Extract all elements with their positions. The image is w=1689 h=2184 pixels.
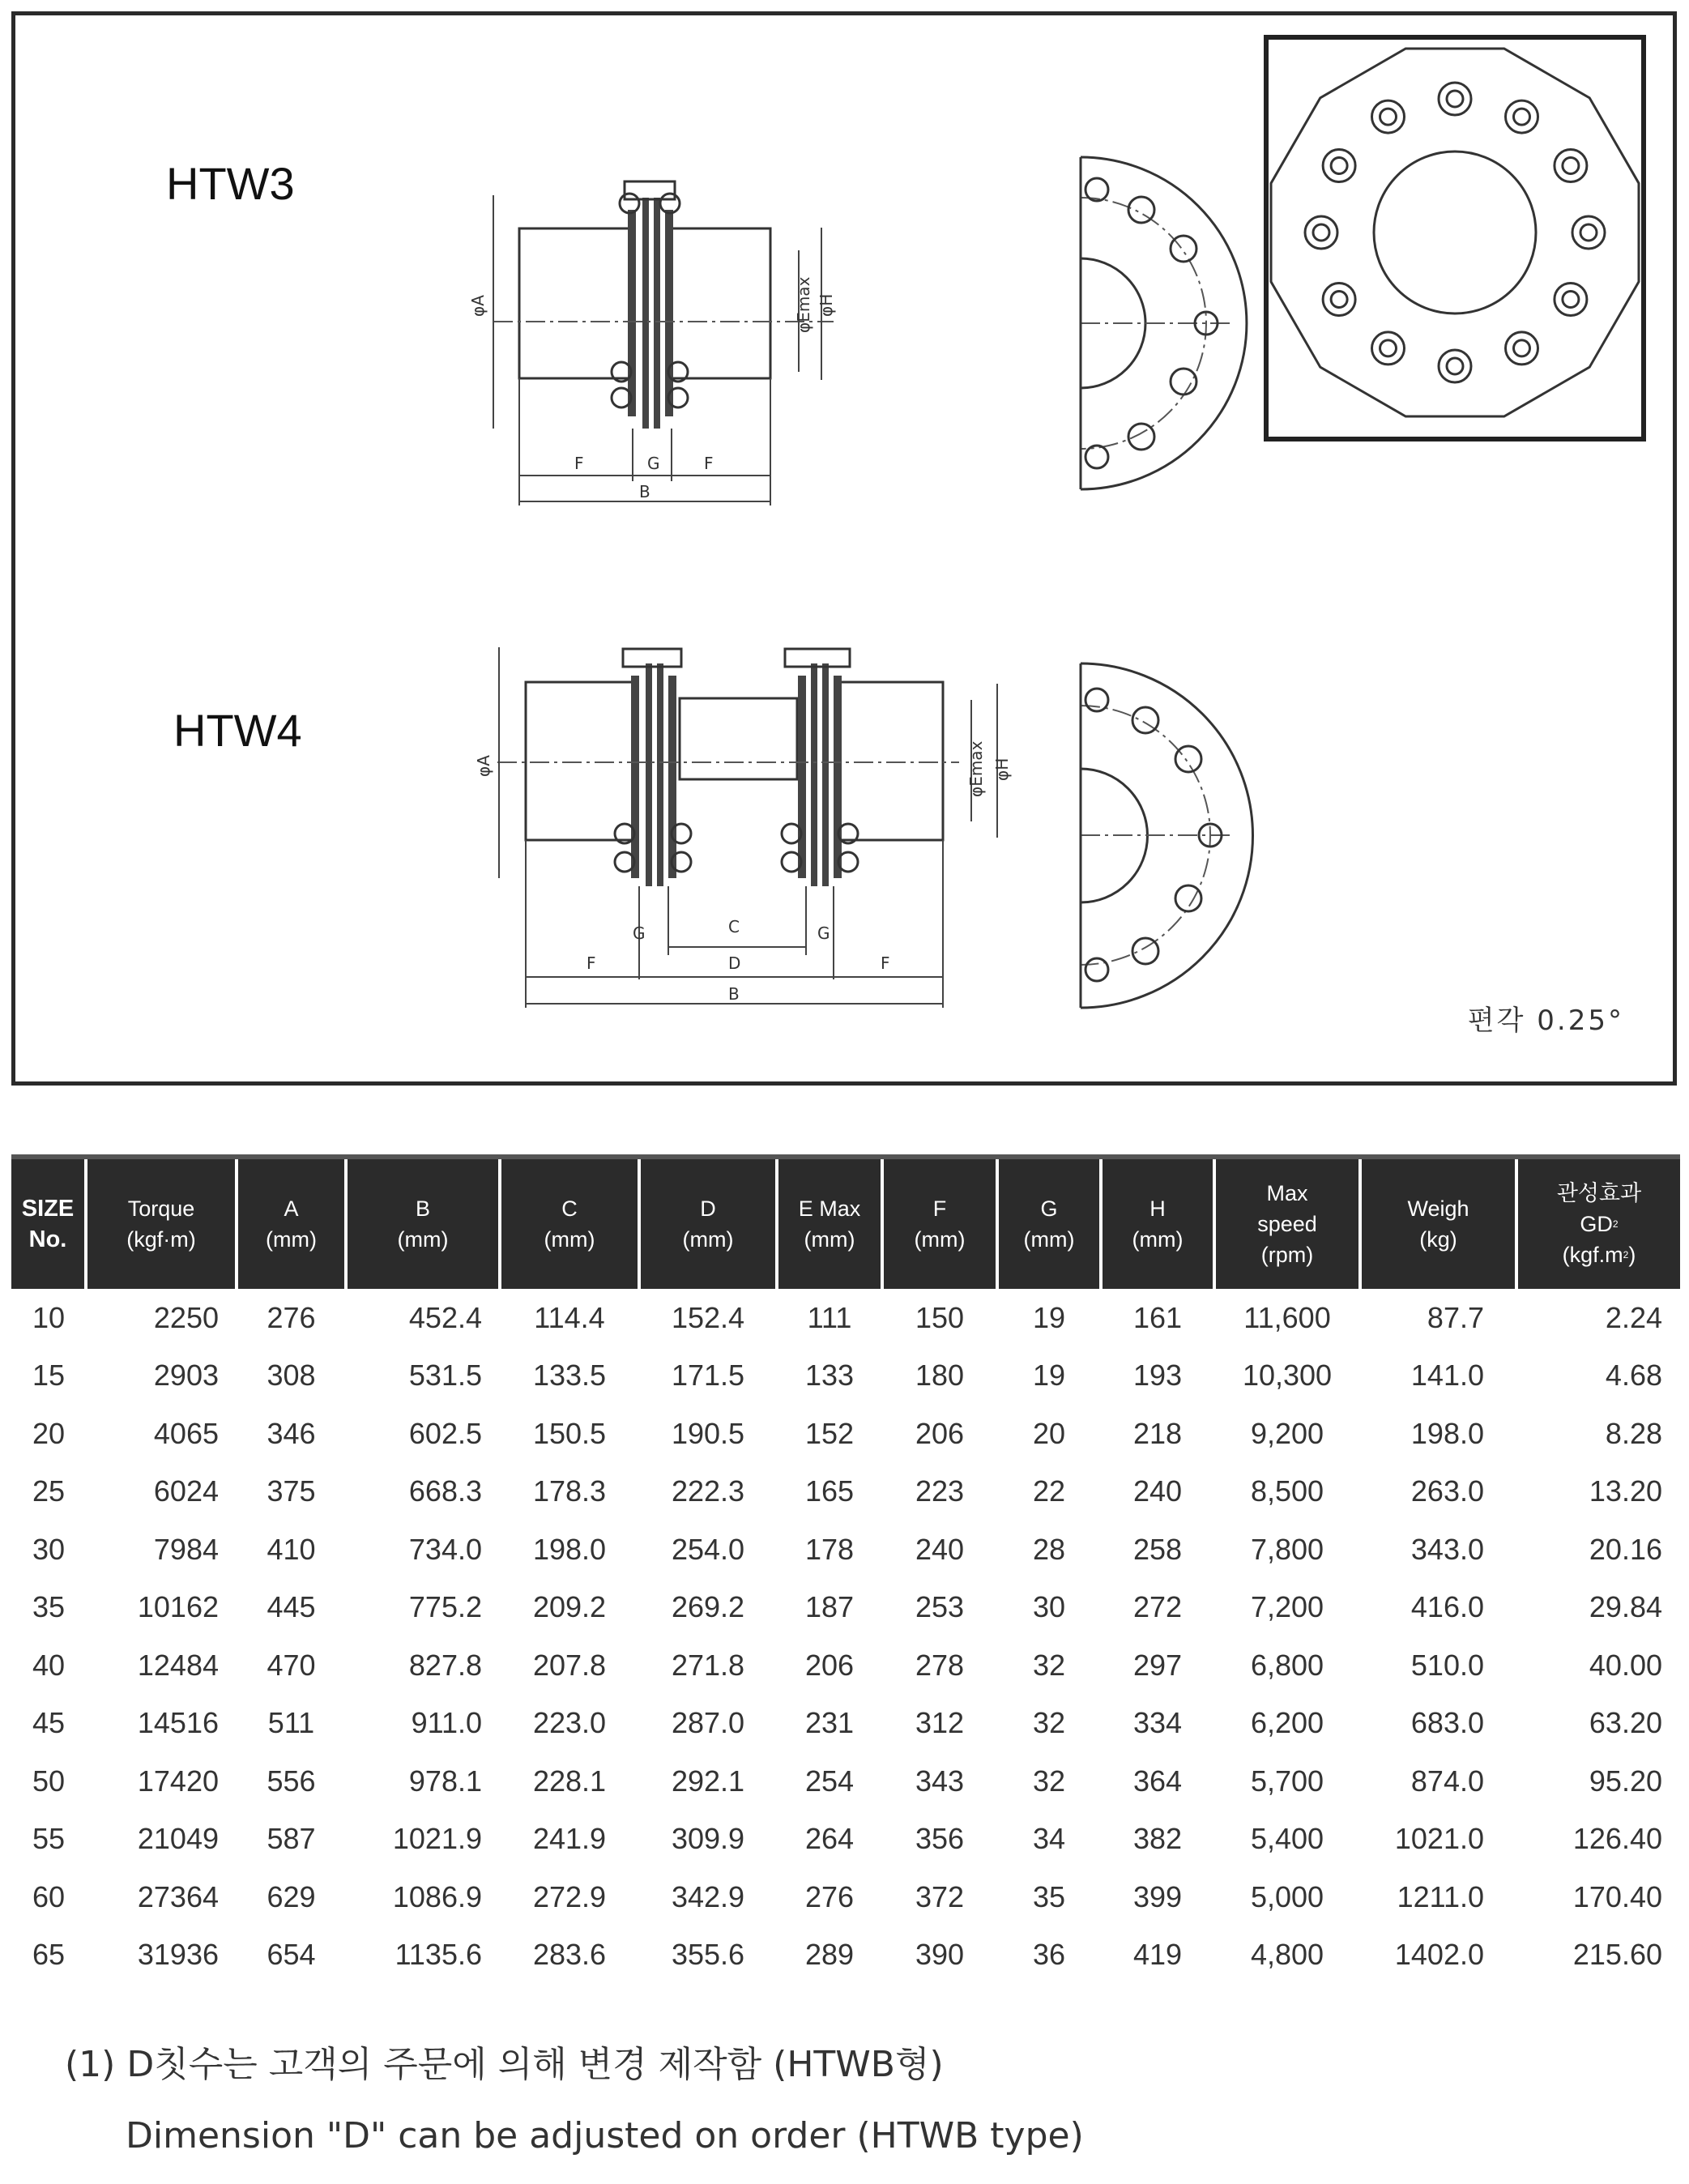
table-cell: 1211.0: [1397, 1879, 1484, 1913]
column-header: G (mm): [997, 1157, 1101, 1289]
table-row: [11, 1752, 1680, 1811]
htw4-dim-g-right: G: [817, 924, 830, 943]
htw3-dim-f-left: F: [574, 454, 584, 473]
table-cell: 20: [1032, 1416, 1066, 1450]
table-cell: 32: [1032, 1648, 1066, 1682]
spec-table: [11, 1154, 1680, 1984]
table-cell: 8.28: [1605, 1416, 1662, 1450]
table-cell: 223: [915, 1474, 965, 1508]
table-cell: 133: [804, 1359, 855, 1393]
column-header: H (mm): [1101, 1157, 1214, 1289]
table-cell: 683.0: [1410, 1706, 1484, 1740]
table-cell: 178.3: [532, 1474, 607, 1508]
table-cell: 218: [1132, 1416, 1183, 1450]
table-cell: 254.0: [671, 1532, 745, 1566]
table-cell: 32: [1032, 1764, 1066, 1798]
table-cell: 114.4: [534, 1300, 605, 1334]
table-row: [11, 1811, 1680, 1869]
table-cell: 272: [1132, 1590, 1183, 1624]
table-row: [11, 1289, 1680, 1347]
htw4-dim-b: B: [728, 984, 740, 1004]
table-cell: 911.0: [411, 1706, 482, 1740]
table-row: [11, 1926, 1680, 1985]
table-cell: 264: [804, 1822, 855, 1856]
bolt-hole: [1447, 91, 1463, 107]
table-cell: 668.3: [408, 1474, 482, 1508]
table-cell: 390: [915, 1938, 965, 1972]
table-cell: 372: [915, 1879, 965, 1913]
table-cell: 556: [267, 1764, 316, 1798]
table-cell: 13.20: [1589, 1474, 1662, 1508]
table-cell: 22: [1032, 1474, 1066, 1508]
column-header: 관성효과 $GD^2$ $(kgf.m^2)$: [1516, 1157, 1680, 1289]
table-cell: 1021.0: [1394, 1822, 1484, 1856]
htw3-dim-b: B: [639, 482, 650, 501]
table-cell: 4.68: [1605, 1359, 1662, 1393]
table-cell: 165: [804, 1474, 855, 1508]
bolt-hole: [1380, 109, 1397, 125]
table-row: [11, 1636, 1680, 1695]
table-cell: 263.0: [1410, 1474, 1484, 1508]
table-cell: 289: [804, 1938, 855, 1972]
table-cell: 9,200: [1250, 1416, 1324, 1450]
table-cell: 190.5: [671, 1416, 745, 1450]
table-cell: 278: [915, 1648, 965, 1682]
table-cell: 141.0: [1410, 1359, 1484, 1393]
table-cell: 629: [267, 1879, 316, 1913]
table-cell: 511: [267, 1706, 315, 1740]
table-cell: 510.0: [1410, 1648, 1484, 1682]
table-cell: 209.2: [532, 1590, 607, 1624]
table-cell: 32: [1032, 1706, 1066, 1740]
table-cell: 31936: [137, 1938, 219, 1972]
table-cell: 180: [915, 1359, 965, 1393]
column-header: Weigh (kg): [1360, 1157, 1516, 1289]
table-cell: 63.20: [1589, 1706, 1662, 1740]
table-cell: 308: [267, 1359, 316, 1393]
table-cell: 10162: [137, 1590, 219, 1624]
bolt-hole: [1506, 332, 1538, 365]
table-cell: 178: [804, 1532, 855, 1566]
column-header: SIZE No.: [11, 1157, 86, 1289]
table-cell: 206: [804, 1648, 855, 1682]
table-cell: 309.9: [671, 1822, 745, 1856]
model-label-htw3: HTW3: [166, 158, 295, 209]
table-cell: 419: [1132, 1938, 1183, 1972]
table-cell: 30: [32, 1532, 66, 1566]
table-cell: 827.8: [408, 1648, 482, 1682]
table-cell: 1135.6: [395, 1938, 482, 1972]
bolt-hole: [1563, 158, 1579, 174]
table-cell: 343: [915, 1764, 965, 1798]
table-row: [11, 1347, 1680, 1406]
table-cell: 2250: [153, 1300, 219, 1334]
table-cell: 28: [1032, 1532, 1066, 1566]
table-cell: 17420: [137, 1764, 219, 1798]
htw4-dim-f-right: F: [881, 953, 890, 973]
column-header: A (mm): [237, 1157, 346, 1289]
bolt-hole: [1572, 216, 1605, 249]
table-cell: 399: [1132, 1879, 1183, 1913]
table-cell: 152: [804, 1416, 855, 1450]
table-cell: 222.3: [671, 1474, 745, 1508]
table-cell: 382: [1132, 1822, 1183, 1856]
column-header: F (mm): [882, 1157, 997, 1289]
table-cell: 531.5: [408, 1359, 482, 1393]
table-row: [11, 1868, 1680, 1926]
table-cell: 187: [804, 1590, 855, 1624]
table-cell: 356: [915, 1822, 965, 1856]
bolt-hole: [1514, 109, 1530, 125]
flange-inset: [1266, 37, 1644, 439]
table-cell: 95.20: [1589, 1764, 1662, 1798]
table-cell: 55: [32, 1822, 66, 1856]
note-english: Dimension "D" can be adjusted on order (HTWB type): [126, 2115, 1084, 2156]
table-cell: 258: [1132, 1532, 1183, 1566]
table-cell: 126.40: [1572, 1822, 1662, 1856]
table-cell: 364: [1132, 1764, 1183, 1798]
table-cell: 654: [267, 1938, 316, 1972]
bolt-hole: [1447, 358, 1463, 374]
bolt-hole: [1372, 332, 1405, 365]
table-row: [11, 1521, 1680, 1579]
table-cell: 287.0: [671, 1706, 745, 1740]
table-cell: 171.5: [671, 1359, 745, 1393]
table-cell: 150.5: [532, 1416, 607, 1450]
table-cell: 11,600: [1243, 1300, 1331, 1334]
table-cell: 45: [32, 1706, 66, 1740]
table-cell: 231: [804, 1706, 855, 1740]
bolt-hole: [1555, 284, 1587, 316]
column-header: Max speed (rpm): [1214, 1157, 1360, 1289]
drawing-frame: [11, 11, 1677, 1086]
table-cell: 50: [32, 1764, 66, 1798]
table-cell: 25: [32, 1474, 66, 1508]
table-cell: 240: [1132, 1474, 1183, 1508]
notes: [65, 2029, 1084, 2172]
htw3-side-view: [468, 181, 836, 505]
htw4-dim-h: φH: [992, 757, 1012, 781]
table-cell: 271.8: [671, 1648, 745, 1682]
table-cell: 355.6: [671, 1938, 745, 1972]
note-korean: (1) D칫수는 고객의 주문에 의해 변경 제작함 (HTWB형): [65, 2044, 944, 2085]
table-cell: 193: [1132, 1359, 1183, 1393]
table-cell: 215.60: [1572, 1938, 1662, 1972]
table-cell: 12484: [137, 1648, 219, 1682]
table-cell: 5,700: [1250, 1764, 1324, 1798]
table-cell: 29.84: [1589, 1590, 1662, 1624]
table-cell: 19: [1032, 1300, 1066, 1334]
table-cell: 20: [32, 1416, 66, 1450]
table-cell: 416.0: [1410, 1590, 1484, 1624]
column-header: C (mm): [500, 1157, 639, 1289]
table-cell: 6024: [153, 1474, 219, 1508]
table-cell: 34: [1032, 1822, 1066, 1856]
htw4-dim-emax: φEmax: [966, 740, 986, 797]
bolt-hole: [1323, 284, 1355, 316]
table-row: [11, 1695, 1680, 1753]
table-cell: 874.0: [1410, 1764, 1484, 1798]
table-cell: 206: [915, 1416, 965, 1450]
table-cell: 253: [915, 1590, 965, 1624]
bolt-hole: [1305, 216, 1337, 249]
table-cell: 334: [1132, 1706, 1183, 1740]
table-cell: 14516: [137, 1706, 219, 1740]
table-cell: 15: [32, 1359, 66, 1393]
table-cell: 343.0: [1410, 1532, 1484, 1566]
table-cell: 272.9: [532, 1879, 607, 1913]
table-cell: 111: [807, 1300, 852, 1334]
table-cell: 410: [267, 1532, 316, 1566]
table-cell: 198.0: [532, 1532, 607, 1566]
table-cell: 292.1: [671, 1764, 745, 1798]
bolt-hole: [1323, 150, 1355, 182]
table-cell: 6,800: [1250, 1648, 1324, 1682]
bolt-hole: [1580, 224, 1597, 241]
table-cell: 276: [804, 1879, 855, 1913]
htw4-dim-f-left: F: [586, 953, 596, 973]
bolt-hole: [1439, 83, 1471, 115]
table-cell: 207.8: [532, 1648, 607, 1682]
table-cell: 10: [32, 1300, 66, 1334]
table-cell: 312: [915, 1706, 965, 1740]
table-cell: 297: [1132, 1648, 1183, 1682]
bolt-hole: [1380, 340, 1397, 356]
htw4-side-view: [474, 647, 1012, 1008]
table-cell: 228.1: [532, 1764, 607, 1798]
table-cell: 7,800: [1250, 1532, 1324, 1566]
table-cell: 7984: [153, 1532, 219, 1566]
table-cell: 87.7: [1427, 1300, 1484, 1334]
table-cell: 170.40: [1572, 1879, 1662, 1913]
table-cell: 223.0: [532, 1706, 607, 1740]
table-cell: 342.9: [671, 1879, 745, 1913]
table-cell: 1021.9: [392, 1822, 482, 1856]
htw4-dim-d: D: [728, 953, 741, 973]
table-cell: 35: [32, 1590, 66, 1624]
column-header: D (mm): [639, 1157, 777, 1289]
table-cell: 40: [32, 1648, 66, 1682]
table-cell: 7,200: [1250, 1590, 1324, 1624]
table-cell: 5,400: [1250, 1822, 1324, 1856]
table-cell: 445: [267, 1590, 316, 1624]
table-cell: 133.5: [532, 1359, 607, 1393]
bolt-hole: [1563, 292, 1579, 308]
table-cell: 19: [1032, 1359, 1066, 1393]
table-cell: 602.5: [408, 1416, 482, 1450]
table-cell: 27364: [137, 1879, 219, 1913]
table-cell: 978.1: [408, 1764, 482, 1798]
table-cell: 2903: [153, 1359, 219, 1393]
table-cell: 161: [1132, 1300, 1183, 1334]
table-cell: 1086.9: [392, 1879, 482, 1913]
bolt-hole: [1331, 292, 1347, 308]
htw4-dim-c: C: [728, 917, 740, 936]
table-cell: 241.9: [532, 1822, 607, 1856]
table-header-row: [11, 1157, 1680, 1289]
table-cell: 150: [915, 1300, 965, 1334]
table-cell: 35: [1032, 1879, 1066, 1913]
table-cell: 346: [267, 1416, 316, 1450]
table-cell: 452.4: [408, 1300, 482, 1334]
table-cell: 587: [267, 1822, 316, 1856]
table-row: [11, 1463, 1680, 1521]
table-cell: 6,200: [1250, 1706, 1324, 1740]
htw4-dim-a: φA: [474, 755, 493, 777]
bolt-hole: [1514, 340, 1530, 356]
bolt-hole: [1313, 224, 1329, 241]
table-cell: 254: [804, 1764, 855, 1798]
htw3-dim-h: φH: [817, 293, 836, 317]
table-cell: 4,800: [1250, 1938, 1324, 1972]
table-cell: 2.24: [1605, 1300, 1662, 1334]
table-cell: 775.2: [408, 1590, 482, 1624]
bolt-hole: [1331, 158, 1347, 174]
column-header: Torque (kgf·m): [86, 1157, 237, 1289]
table-cell: 470: [267, 1648, 316, 1682]
table-cell: 21049: [137, 1822, 219, 1856]
table-cell: 1402.0: [1394, 1938, 1484, 1972]
bolt-hole: [1555, 150, 1587, 182]
table-cell: 40.00: [1589, 1648, 1662, 1682]
table-cell: 30: [1032, 1590, 1066, 1624]
htw4-dim-g-left: G: [633, 924, 646, 943]
table-cell: 240: [915, 1532, 965, 1566]
htw3-end-view: [1081, 157, 1247, 489]
table-cell: 276: [267, 1300, 316, 1334]
deflection-angle-note: 편각 0.25°: [1467, 1005, 1624, 1037]
table-row: [11, 1405, 1680, 1463]
table-cell: 4065: [153, 1416, 219, 1450]
technical-drawings: [15, 15, 1673, 1081]
column-header: E Max (mm): [777, 1157, 882, 1289]
table-cell: 198.0: [1410, 1416, 1484, 1450]
table-row: [11, 1579, 1680, 1637]
table-cell: 10,300: [1242, 1359, 1333, 1393]
table-cell: 283.6: [532, 1938, 607, 1972]
htw4-end-view: [1081, 663, 1253, 1008]
bolt-hole: [1439, 350, 1471, 382]
table-cell: 269.2: [671, 1590, 745, 1624]
bolt-hole: [1372, 100, 1405, 133]
htw3-dim-f-right: F: [704, 454, 714, 473]
table-cell: 20.16: [1589, 1532, 1662, 1566]
table-cell: 8,500: [1250, 1474, 1324, 1508]
table-cell: 375: [267, 1474, 316, 1508]
htw3-dim-emax: φEmax: [794, 276, 813, 333]
table-cell: 152.4: [671, 1300, 745, 1334]
htw3-dim-g: G: [647, 454, 660, 473]
table-cell: 36: [1032, 1938, 1066, 1972]
bolt-hole: [1506, 100, 1538, 133]
htw3-dim-a: φA: [468, 295, 488, 317]
table-body: [11, 1289, 1680, 1984]
table-cell: 5,000: [1250, 1879, 1324, 1913]
table-cell: 60: [32, 1879, 66, 1913]
table-cell: 734.0: [408, 1532, 482, 1566]
column-header: B (mm): [346, 1157, 500, 1289]
table-cell: 65: [32, 1938, 66, 1972]
model-label-htw4: HTW4: [173, 705, 302, 756]
